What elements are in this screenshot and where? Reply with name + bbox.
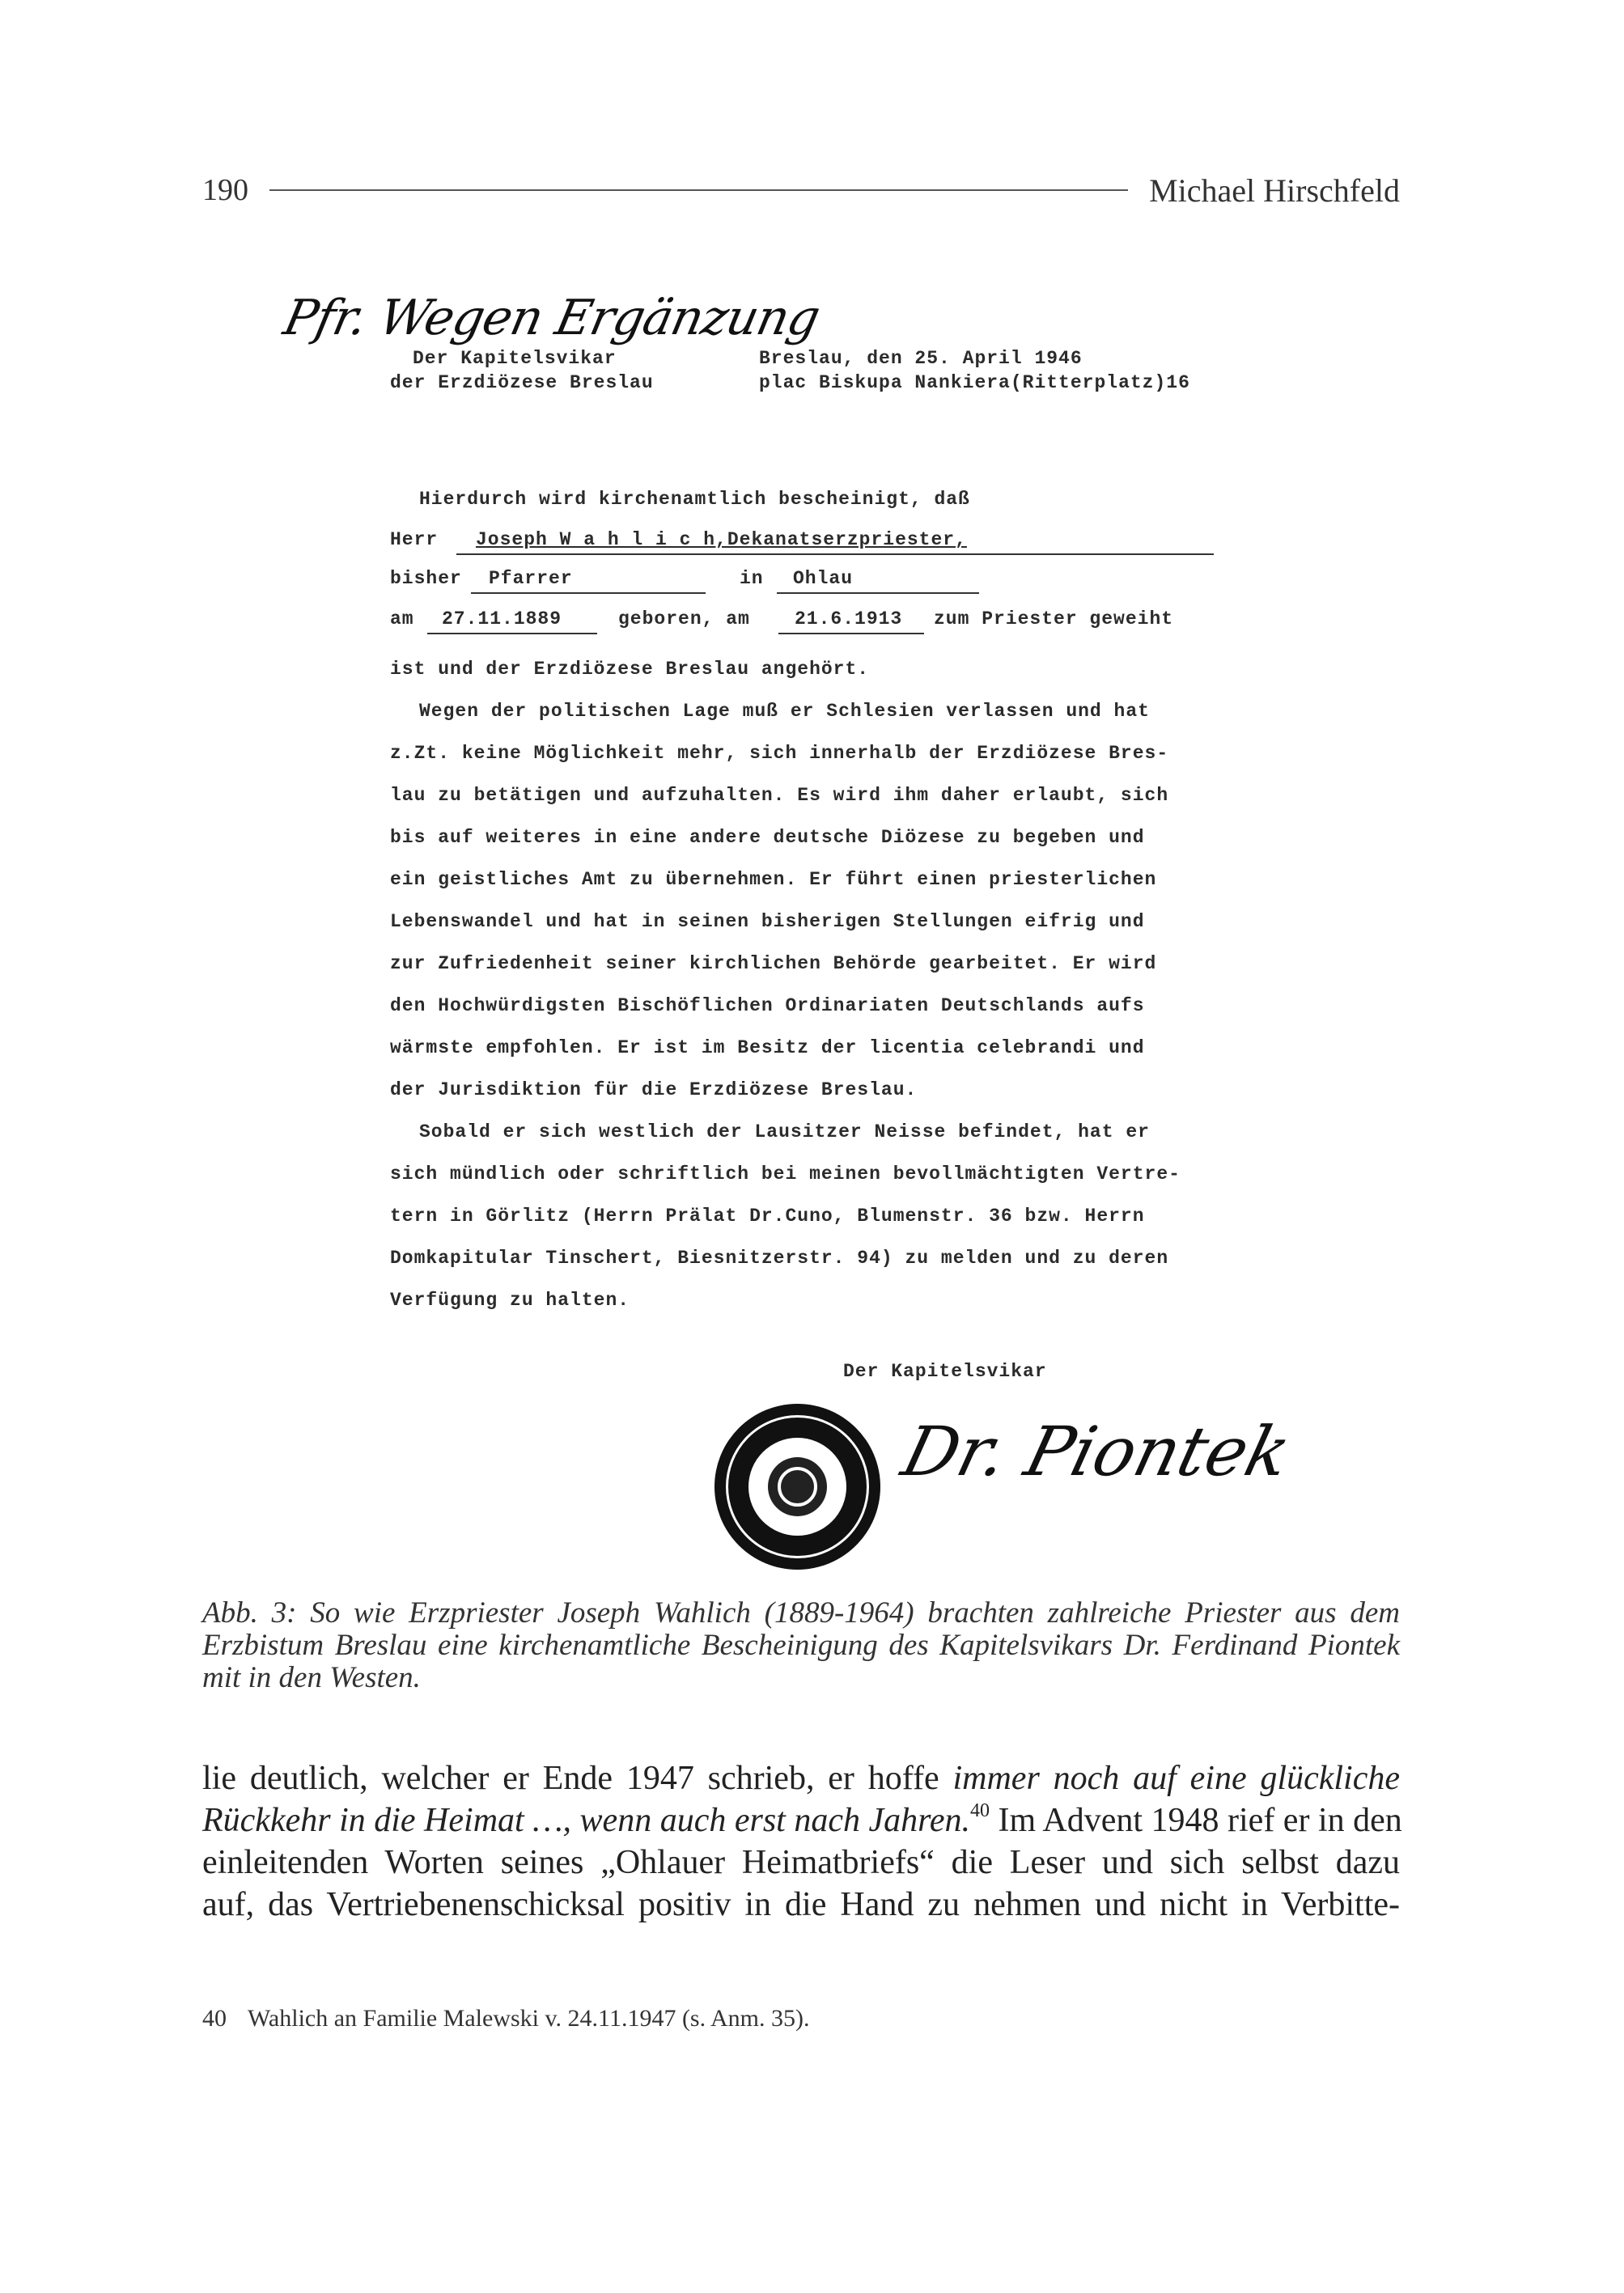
body-line: [202, 1799, 1400, 1842]
official-seal-icon: [714, 1404, 880, 1570]
bisher-value: Pfarrer: [489, 568, 573, 589]
body-line: auf, das Vertriebenenschicksal positiv in die Hand zu nehmen und nicht in Verbitte-: [202, 1886, 1400, 1923]
document-line: Lebenswandel und hat in seinen bisherigen Stellungen eifrig und: [390, 911, 1145, 932]
document-line: Verfügung zu halten.: [390, 1290, 630, 1311]
handwritten-note: Pfr. Wegen Ergänzung: [278, 290, 825, 346]
document-line: den Hochwürdigsten Bischöflichen Ordinariaten Deutschlands aufs: [390, 995, 1145, 1016]
running-title-author: Michael Hirschfeld: [1149, 172, 1400, 209]
document-line: wärmste empfohlen. Er ist im Besitz der licentia celebrandi und: [390, 1037, 1145, 1058]
ordination-date: 21.6.1913: [795, 608, 903, 629]
page-number: 190: [202, 173, 248, 207]
body-line: einleitenden Worten seines „Ohlauer Heimatbriefs“ die Leser und sich selbst dazu: [202, 1844, 1400, 1881]
ordination-fill: [778, 608, 924, 634]
body-italic-span: immer noch auf eine glückliche: [952, 1760, 1400, 1797]
form-row-herr: [390, 529, 1215, 557]
footnote: [202, 2005, 809, 2032]
document-line: Domkapitular Tinschert, Biesnitzerstr. 94) zu melden und zu deren: [390, 1248, 1169, 1269]
date-line-1: Breslau, den 25. April 1946: [759, 348, 1083, 369]
bisher-label: bisher: [390, 568, 462, 589]
in-value: Ohlau: [793, 568, 854, 589]
bisher-fill: [471, 568, 706, 594]
figure-caption: [202, 1597, 1400, 1694]
in-label: in: [740, 568, 764, 589]
body-text-span: Im Advent 1948 rief er in den: [998, 1802, 1402, 1839]
document-line: bis auf weiteres in eine andere deutsche Diözese zu begeben und: [390, 827, 1145, 848]
document-line: lau zu betätigen und aufzuhalten. Es wird ihm daher erlaubt, sich: [390, 785, 1169, 806]
document-line: z.Zt. keine Möglichkeit mehr, sich innerhalb der Erzdiözese Bres-: [390, 743, 1169, 764]
sender-line-2: der Erzdiözese Breslau: [390, 372, 654, 393]
body-italic-span: Rückkehr in die Heimat …, wenn auch erst nach Jahren.: [202, 1802, 971, 1839]
in-fill: [777, 568, 979, 594]
body-text: [202, 1757, 1400, 1926]
document-line: sich mündlich oder schriftlich bei meinen bevollmächtigten Vertre-: [390, 1163, 1181, 1185]
geweiht-label: zum Priester geweiht: [934, 608, 1174, 629]
document-line: ein geistliches Amt zu übernehmen. Er führt einen priesterlichen: [390, 869, 1157, 890]
running-header: [202, 166, 1400, 214]
form-row-bisher: [390, 568, 1215, 596]
signature: Dr. Piontek: [894, 1412, 1299, 1491]
birth-fill: [427, 608, 597, 634]
body-line: [202, 1757, 1400, 1799]
herr-fill: [456, 529, 1214, 555]
birth-date: 27.11.1889: [442, 608, 562, 629]
document-line: tern in Görlitz (Herrn Prälat Dr.Cuno, Blumenstr. 36 bzw. Herrn: [390, 1206, 1145, 1227]
document-line: Wegen der politischen Lage muß er Schlesien verlassen und hat: [419, 701, 1150, 722]
signature-title: Der Kapitelsvikar: [843, 1361, 1047, 1382]
footnote-number: 40: [202, 2005, 227, 2032]
caption-text: So wie Erzpriester Joseph Wahlich (1889-1964) brachten zahlreiche Priester aus dem Erzbistum Breslau eine kirchenamtliche Bescheinigung des Kapitelsvikars Dr. Ferdinand Piontek mit in den Westen.: [202, 1596, 1400, 1694]
sender-line-1: Der Kapitelsvikar: [413, 348, 617, 369]
footnote-text: Wahlich an Familie Malewski v. 24.11.1947 (s. Anm. 35).: [248, 2005, 810, 2032]
caption-label: Abb. 3:: [202, 1596, 297, 1630]
herr-value: Joseph W a h l i c h,Dekanatserzpriester,: [476, 529, 967, 550]
document-line: zur Zufriedenheit seiner kirchlichen Behörde gearbeitet. Er wird: [390, 953, 1157, 974]
body-text-span: lie deutlich, welcher er Ende 1947 schrieb, er hoffe: [202, 1760, 939, 1797]
form-row-am: [390, 608, 1215, 636]
am-label: am: [390, 608, 414, 629]
document-line: der Jurisdiktion für die Erzdiözese Breslau.: [390, 1079, 918, 1100]
date-line-2: plac Biskupa Nankiera(Ritterplatz)16: [759, 372, 1190, 393]
document-line: ist und der Erzdiözese Breslau angehört.: [390, 659, 870, 680]
footnote-reference[interactable]: 40: [970, 1800, 990, 1821]
document-intro: Hierdurch wird kirchenamtlich bescheinigt, daß: [419, 489, 970, 510]
header-rule: [269, 189, 1128, 191]
geboren-label: geboren, am: [618, 608, 750, 629]
document-line: Sobald er sich westlich der Lausitzer Neisse befindet, hat er: [419, 1121, 1150, 1142]
herr-label: Herr: [390, 529, 439, 550]
